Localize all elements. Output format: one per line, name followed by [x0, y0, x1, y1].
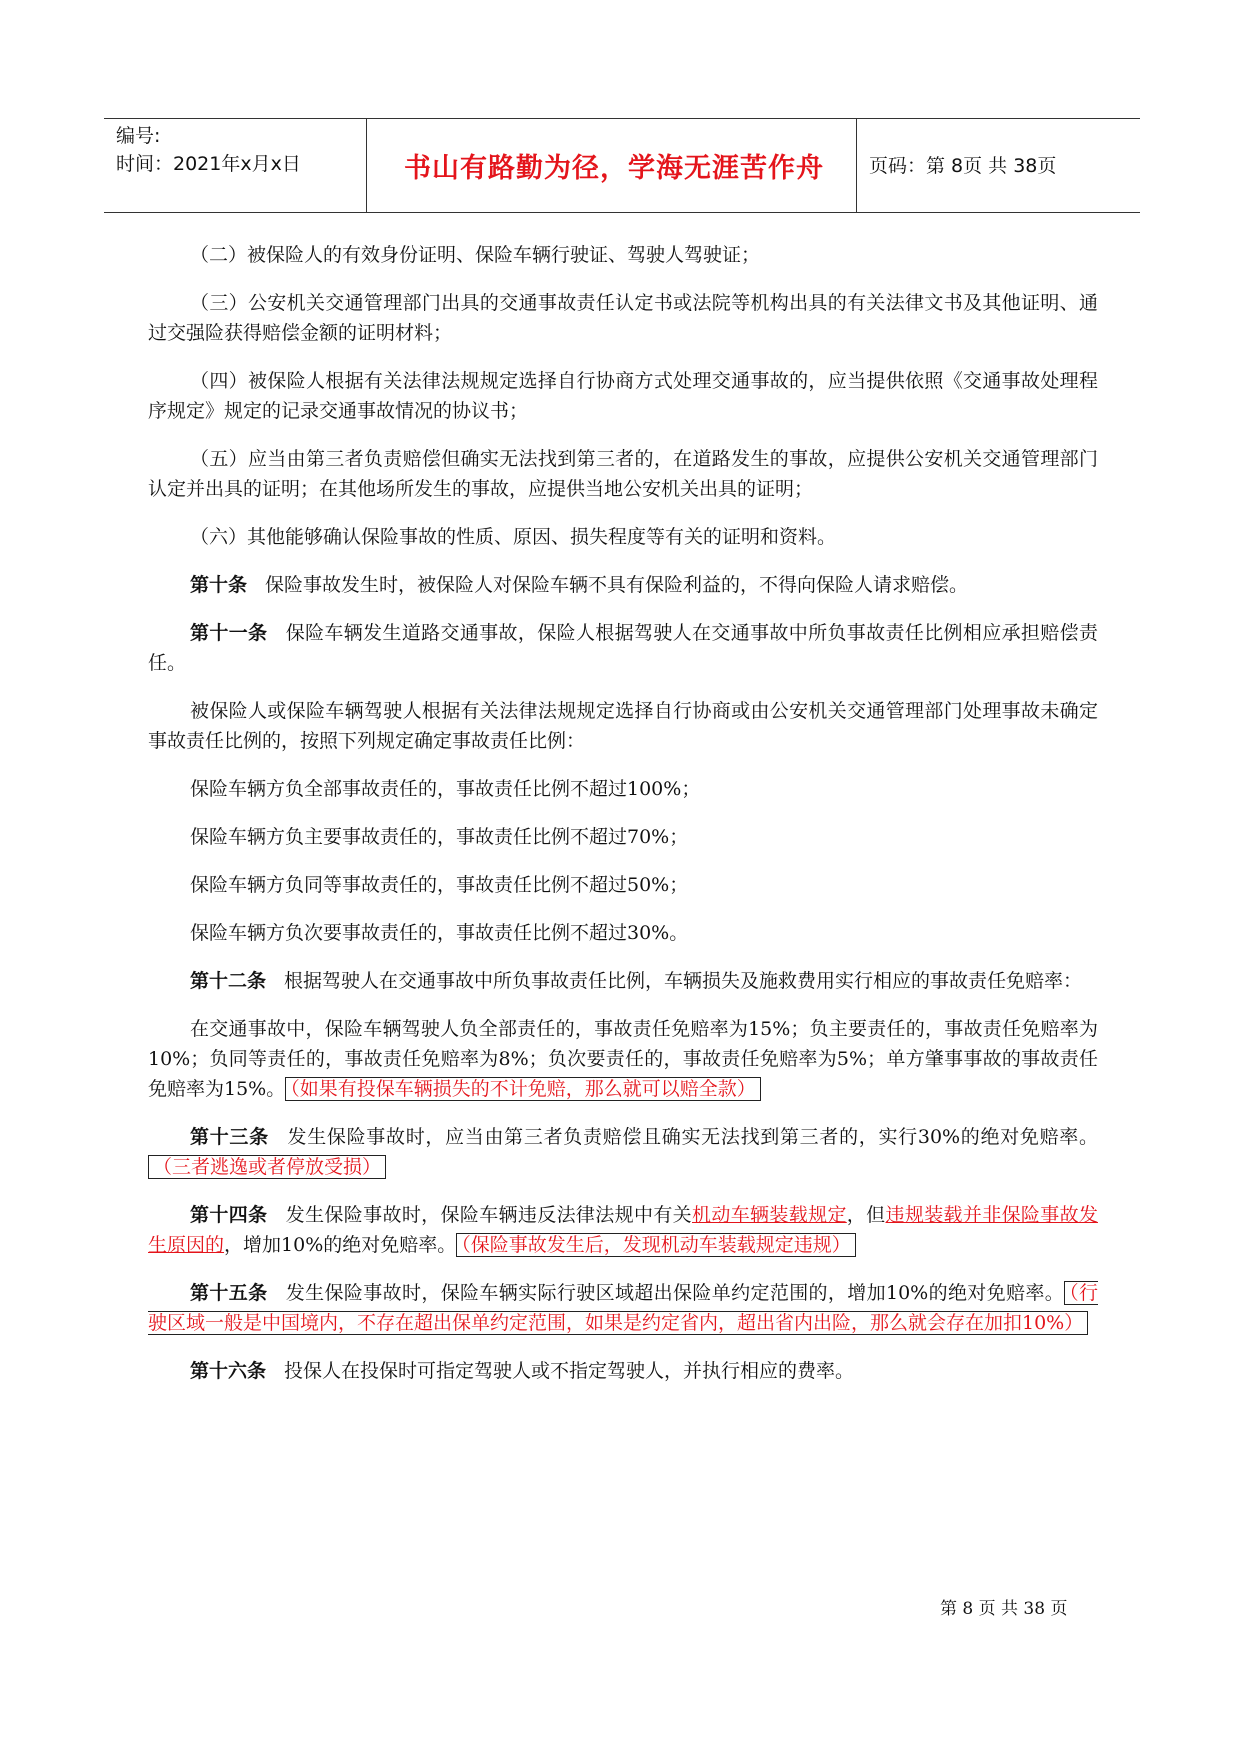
article-16-text: 投保人在投保时可指定驾驶人或不指定驾驶人，并执行相应的费率。 — [284, 1360, 855, 1382]
article-14-text-3: ，增加10%的绝对免赔率。 — [224, 1234, 457, 1256]
article-16-title: 第十六条 — [190, 1360, 267, 1382]
article-15 — [148, 1278, 1098, 1338]
time-label: 时间：2021年x月x日 — [116, 153, 301, 175]
article-11-text: 保险车辆发生道路交通事故，保险人根据驾驶人在交通事故中所负事故责任比例相应承担赔偿责任。 — [148, 622, 1098, 674]
article-12-annotation: （如果有投保车辆损失的不计免赔，那么就可以赔全款） — [285, 1077, 761, 1101]
article-11 — [148, 618, 1098, 678]
article-11-paragraph-2: 被保险人或保险车辆驾驶人根据有关法律法规规定选择自行协商或由公安机关交通管理部门处理事故未确定事故责任比例的，按照下列规定确定事故责任比例： — [148, 700, 1098, 752]
article-14-text-1: 发生保险事故时，保险车辆违反法律法规中有关 — [285, 1204, 693, 1226]
paragraph-3: （三）公安机关交通管理部门出具的交通事故责任认定书或法院等机构出具的有关法律文书及其他证明、通过交强险获得赔偿金额的证明材料； — [148, 292, 1098, 344]
article-13-text: 发生保险事故时，应当由第三者负责赔偿且确实无法找到第三者的，实行30%的绝对免赔率。 — [286, 1126, 1098, 1148]
header-left-block — [116, 122, 301, 178]
article-12-text: 根据驾驶人在交通事故中所负事故责任比例，车辆损失及施救费用实行相应的事故责任免赔率： — [284, 970, 1083, 992]
article-13-annotation: （三者逃逸或者停放受损） — [148, 1155, 386, 1179]
article-13 — [148, 1122, 1098, 1182]
code-label: 编号: — [116, 125, 161, 147]
article-12-detail: 在交通事故中，保险车辆驾驶人负全部责任的，事故责任免赔率为15%；负主要责任的，事故责任免赔率为10%；负同等责任的，事故责任免赔率为8%；负次要责任的，事故责任免赔率为5%；单方肇事事故的事故责任免赔率为15%。 — [148, 1018, 1098, 1100]
article-14-highlight-1: 机动车辆装载规定 — [692, 1204, 847, 1226]
article-14-highlight-2: 违规装载并非保险事故发生原因的 — [148, 1204, 1098, 1256]
header-divider-left — [366, 118, 367, 212]
page-header — [104, 118, 1140, 212]
ratio-rule-1: 保险车辆方负全部事故责任的，事故责任比例不超过100%； — [190, 778, 701, 800]
article-14-annotation: （保险事故发生后，发现机动车装载规定违规） — [456, 1233, 856, 1257]
header-top-rule — [104, 118, 1140, 119]
ratio-rule-3: 保险车辆方负同等事故责任的，事故责任比例不超过50%； — [190, 874, 689, 896]
article-14-text-2: ，但 — [846, 1204, 886, 1226]
article-15-annotation: （行驶区域一般是中国境内，不存在超出保单约定范围，如果是约定省内，超出省内出险，那么就会存在加扣10%） — [148, 1282, 1098, 1334]
article-10-title: 第十条 — [190, 574, 248, 596]
article-16 — [148, 1356, 1098, 1386]
header-page-number: 页码：第 8页 共 38页 — [869, 155, 1057, 177]
article-11-title: 第十一条 — [190, 622, 268, 644]
document-body — [148, 240, 1098, 1404]
ratio-rule-2: 保险车辆方负主要事故责任的，事故责任比例不超过70%； — [190, 826, 689, 848]
article-15-text: 发生保险事故时，保险车辆实际行驶区域超出保险单约定范围的，增加10%的绝对免赔率。 — [285, 1282, 1065, 1304]
article-10-text: 保险事故发生时，被保险人对保险车辆不具有保险利益的，不得向保险人请求赔偿。 — [265, 574, 969, 596]
paragraph-4: （四）被保险人根据有关法律法规规定选择自行协商方式处理交通事故的，应当提供依照《交通事故处理程序规定》规定的记录交通事故情况的协议书； — [148, 370, 1098, 422]
article-12 — [148, 966, 1098, 996]
page-footer: 第 8 页 共 38 页 — [940, 1599, 1068, 1619]
article-10 — [148, 570, 1098, 600]
article-12-title: 第十二条 — [190, 970, 267, 992]
article-14 — [148, 1200, 1098, 1260]
paragraph-5: （五）应当由第三者负责赔偿但确实无法找到第三者的，在道路发生的事故，应提供公安机关交通管理部门认定并出具的证明；在其他场所发生的事故，应提供当地公安机关出具的证明； — [148, 448, 1098, 500]
header-bottom-rule — [104, 212, 1140, 213]
header-motto: 书山有路勤为径，学海无涯苦作舟 — [404, 153, 824, 184]
paragraph-2: （二）被保险人的有效身份证明、保险车辆行驶证、驾驶人驾驶证； — [190, 244, 761, 266]
article-13-title: 第十三条 — [190, 1126, 269, 1148]
article-12-paragraph-2 — [148, 1014, 1098, 1104]
article-14-title: 第十四条 — [190, 1204, 268, 1226]
ratio-rule-4: 保险车辆方负次要事故责任的，事故责任比例不超过30%。 — [190, 922, 689, 944]
article-15-title: 第十五条 — [190, 1282, 268, 1304]
paragraph-6: （六）其他能够确认保险事故的性质、原因、损失程度等有关的证明和资料。 — [190, 526, 837, 548]
